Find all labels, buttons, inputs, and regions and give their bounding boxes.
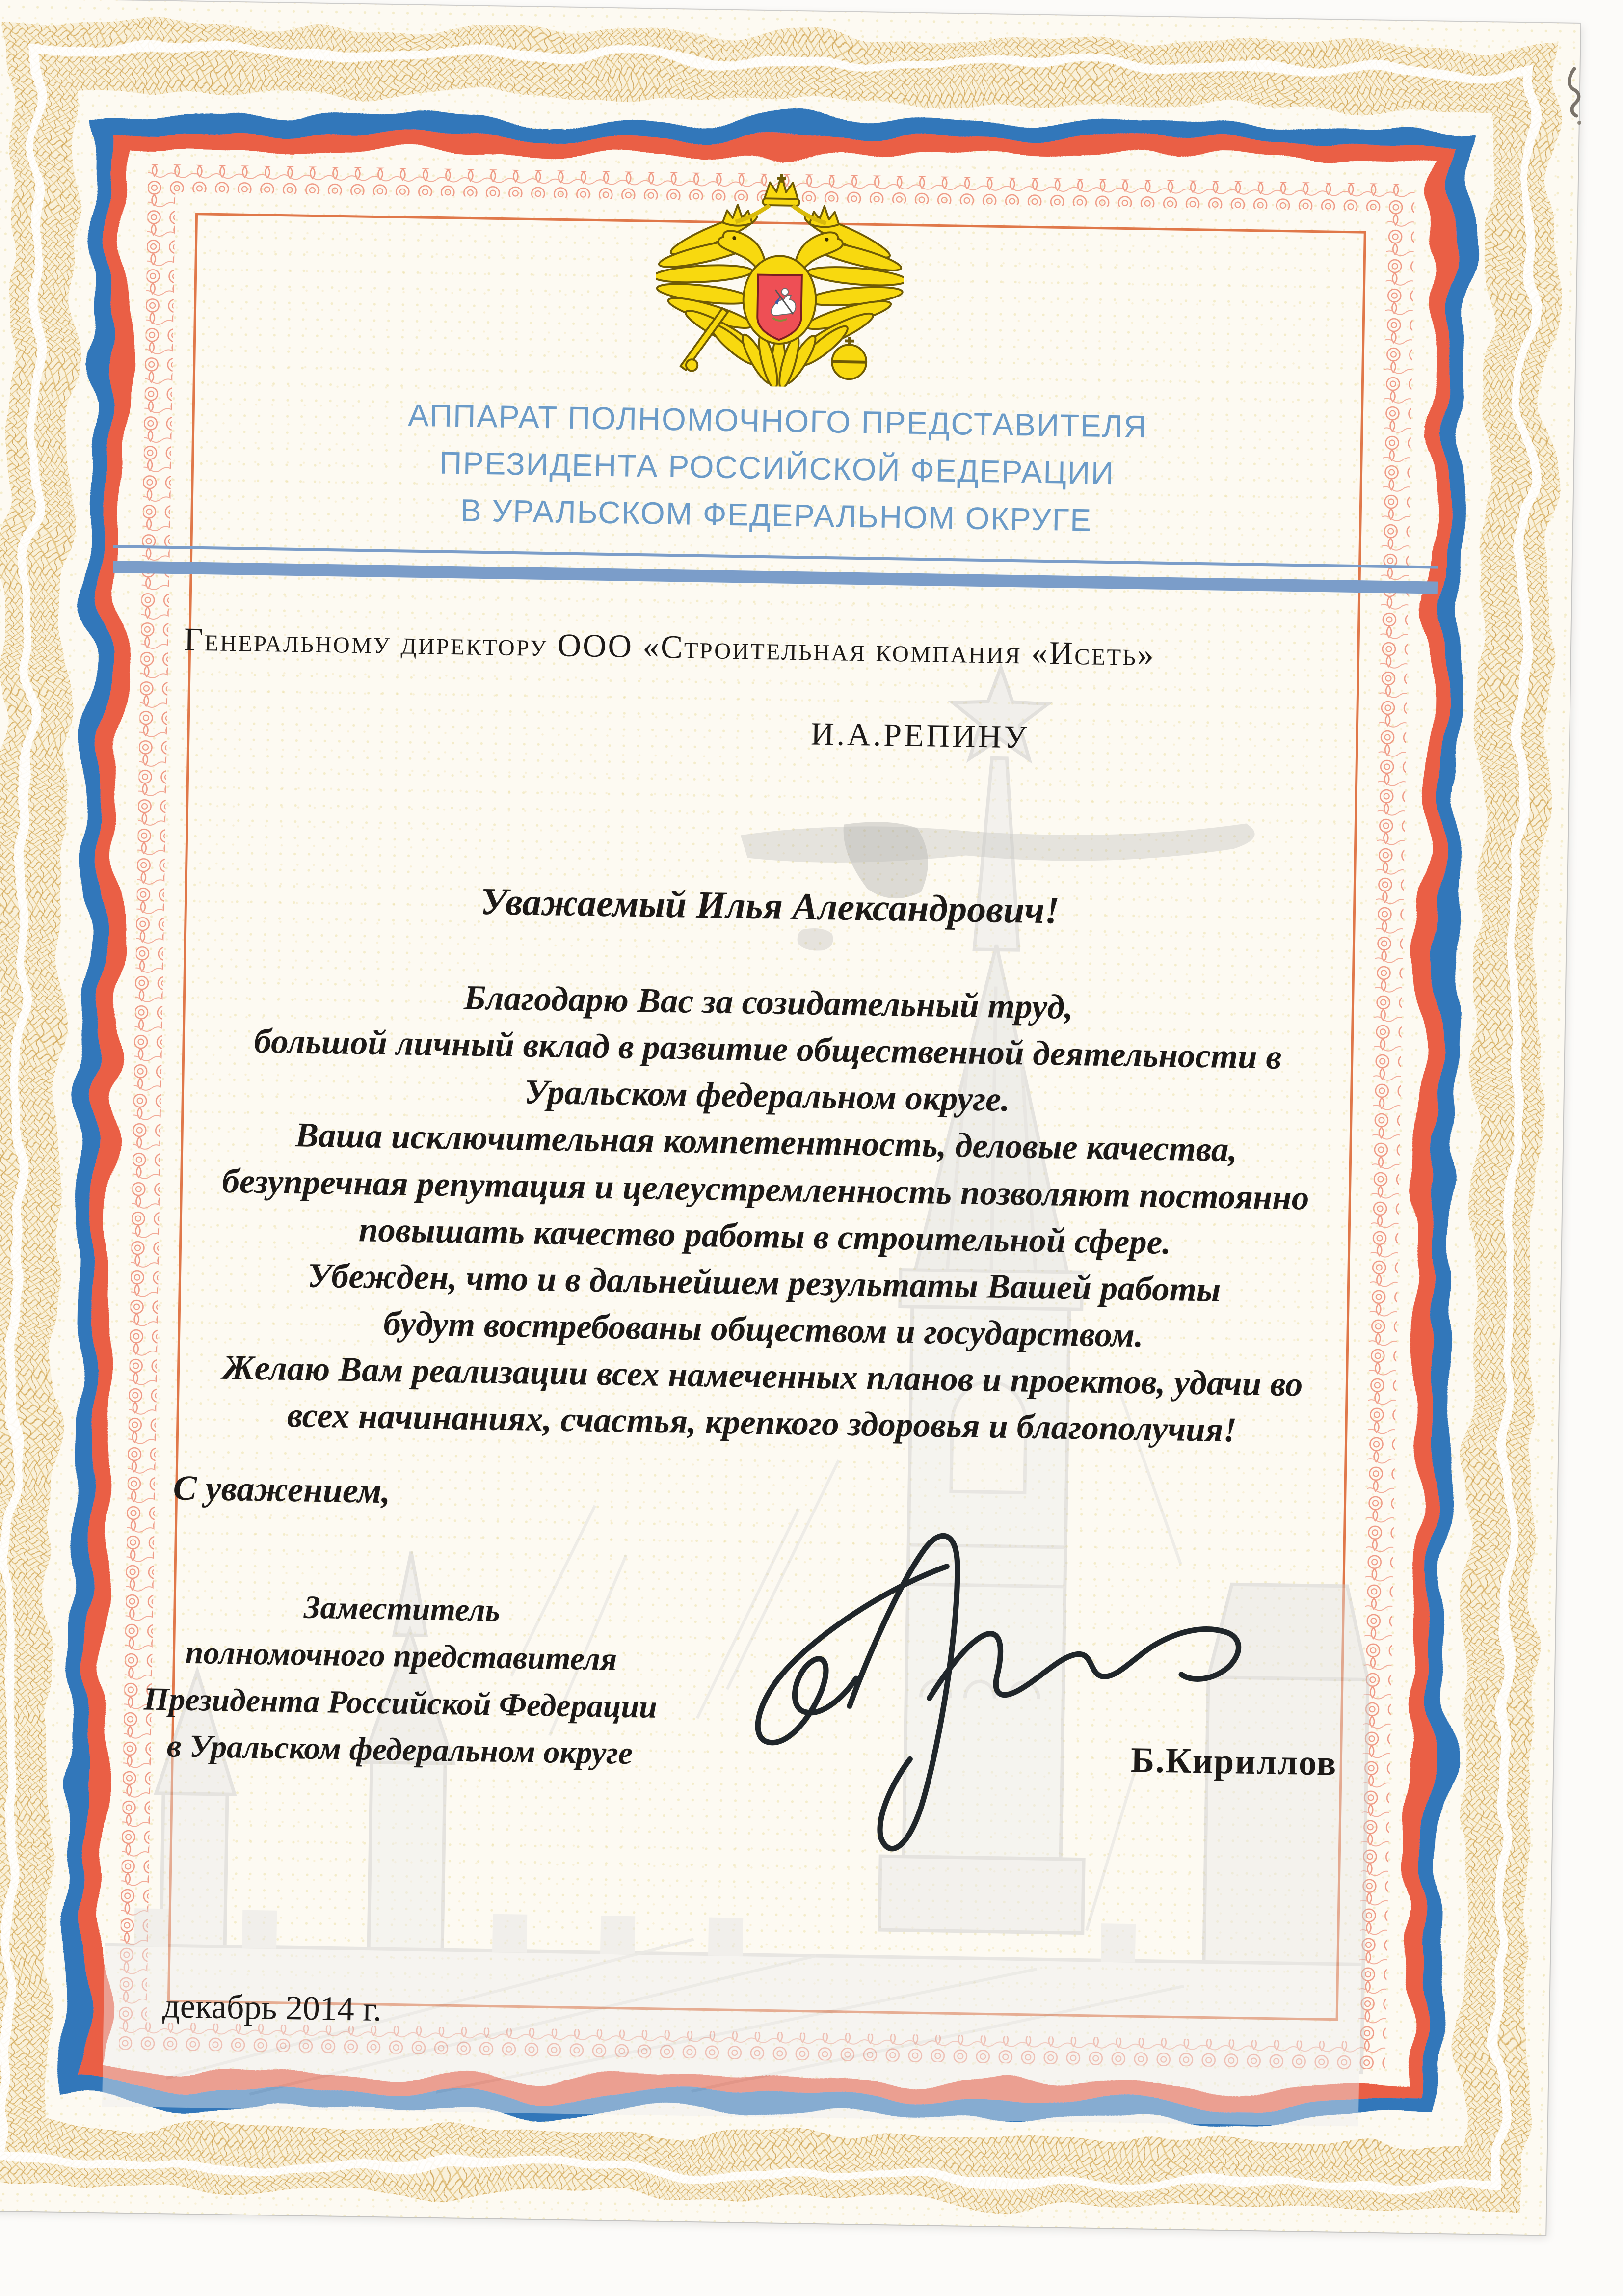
addressee-name: И.А.РЕПИНУ <box>810 716 1030 756</box>
date-line: декабрь 2014 г. <box>162 1987 382 2029</box>
crowns <box>722 173 840 227</box>
letter-content <box>56 145 1478 2106</box>
signer-title-line: Заместитель <box>303 1589 501 1629</box>
org-line-2: ПРЕЗИДЕНТА РОССИЙСКОЙ ФЕДЕРАЦИИ <box>439 445 1115 491</box>
signer-title <box>66 1580 736 1779</box>
signer-title-line: полномочного представителя <box>185 1634 617 1677</box>
double-headed-eagle-icon <box>654 154 905 389</box>
signature-block <box>59 1526 1456 1887</box>
body-line: Благодарю Вас за созидательный труд, <box>463 978 1074 1027</box>
body-line: безупречная репутация и целеустремленность позволяют постоянно <box>222 1162 1309 1217</box>
letterhead-org-name <box>80 386 1473 549</box>
handwritten-signature <box>663 1491 1282 1894</box>
letter-body <box>66 969 1464 1458</box>
org-line-3: В УРАЛЬСКОМ ФЕДЕРАЛЬНОМ ОКРУГЕ <box>460 492 1092 538</box>
body-line: Убежден, что и в дальнейшем результаты Вашей работы <box>307 1256 1221 1309</box>
body-line: большой личный вклад в развитие общественной деятельности в <box>254 1022 1282 1077</box>
signer-title-line: Президента Российской Федерации <box>143 1681 658 1725</box>
signer-title-line: в Уральском федеральном округе <box>166 1728 633 1772</box>
signer-name: Б.Кириллов <box>1130 1740 1337 1783</box>
header-separator <box>113 545 1438 594</box>
russia-coat-of-arms-emblem <box>654 154 905 389</box>
separator-thick-line <box>113 561 1438 594</box>
body-line: Желаю Вам реализации всех намеченных планов и проектов, удачи во <box>222 1348 1304 1404</box>
body-line: Уральском федеральном округе. <box>524 1073 1011 1119</box>
salutation: Уважаемый Илья Александрович! <box>480 880 1060 932</box>
org-line-1: АППАРАТ ПОЛНОМОЧНОГО ПРЕДСТАВИТЕЛЯ <box>407 397 1148 445</box>
addressee-line: Генеральному директору ООО «Строительная компания «Исеть» <box>184 621 1156 673</box>
body-line: будут востребованы обществом и государством. <box>383 1304 1144 1355</box>
body-line: повышать качество работы в строительной сфере. <box>358 1210 1171 1262</box>
closing-phrase: С уважением, <box>173 1468 391 1511</box>
shield-st-george <box>757 275 802 340</box>
body-line: Ваша исключительная компетентность, деловые качества, <box>295 1116 1238 1169</box>
pen-smudge-mark <box>1560 59 1594 128</box>
body-line: всех начинаниях, счастья, крепкого здоровья и благополучия! <box>287 1396 1237 1450</box>
